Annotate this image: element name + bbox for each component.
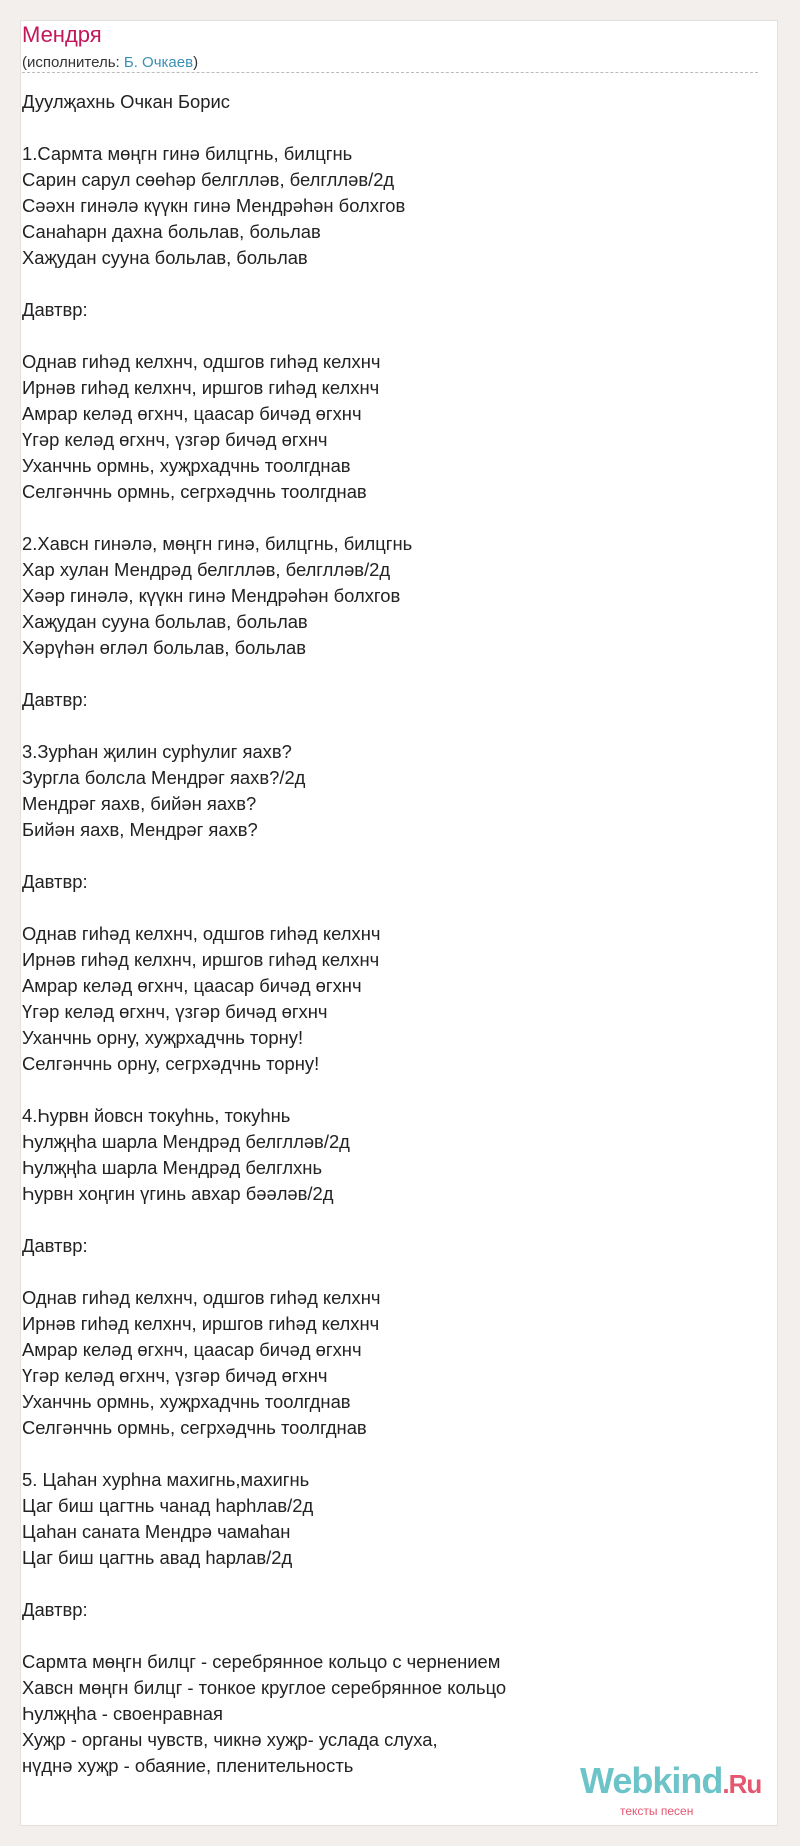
lyric-line: Сармта мөңгн билцг - серебрянное кольцо с чернением: [22, 1651, 501, 1672]
lyric-line: 5. Цаһан хурһна махигнь,махигнь: [22, 1469, 310, 1490]
lyric-line: Үгәр келәд өгхнч, үзгәр бичәд өгхнч: [22, 1001, 328, 1022]
lyric-line: Зургла болсла Мендрәг яахв?/2д: [22, 767, 306, 788]
lyric-line: Уханчнь орну, хуҗрхадчнь торну!: [22, 1027, 304, 1048]
lyric-line: Давтвр:: [22, 689, 88, 710]
lyric-blank-line: [22, 1077, 742, 1103]
artist-suffix: ): [193, 54, 199, 71]
lyric-line: Ирнәв гиһәд келхнч, иршгов гиһәд келхнч: [22, 1313, 380, 1334]
artist-prefix: (исполнитель:: [22, 54, 124, 71]
lyric-line: Һурвн хоңгин үгинь авхар бәәләв/2д: [22, 1183, 334, 1204]
lyric-blank-line: [22, 505, 742, 531]
lyric-line: Ирнәв гиһәд келхнч, иршгов гиһәд келхнч: [22, 377, 380, 398]
logo-wordmark: [580, 1760, 761, 1802]
lyric-line: Хаҗудан сууна больлав, больлав: [22, 611, 308, 632]
title-divider: [22, 72, 758, 73]
lyric-line: Ирнәв гиһәд келхнч, иршгов гиһәд келхнч: [22, 949, 380, 970]
lyric-line: Давтвр:: [22, 871, 88, 892]
lyric-blank-line: [22, 1207, 742, 1233]
lyric-line: Амрар келәд өгхнч, цаасар бичәд өгхнч: [22, 975, 362, 996]
lyric-line: Сәәхн гинәлә күүкн гинә Мендрәһән болхгов: [22, 195, 406, 216]
lyric-line: 4.Һурвн йовсн токуһнь, токуһнь: [22, 1105, 291, 1126]
lyric-line: Сарин сарул сөөһәр белглләв, белглләв/2д: [22, 169, 395, 190]
lyric-line: Бийән яахв, Мендрәг яахв?: [22, 819, 258, 840]
artist-link[interactable]: Б. Очкаев: [123, 54, 194, 71]
lyric-line: Амрар келәд өгхнч, цаасар бичәд өгхнч: [22, 1339, 362, 1360]
lyric-line: Үгәр келәд өгхнч, үзгәр бичәд өгхнч: [22, 1365, 328, 1386]
song-title: Мендря: [22, 22, 102, 47]
lyric-line: Однав гиһәд келхнч, одшгов гиһәд келхнч: [22, 923, 381, 944]
lyric-blank-line: [22, 115, 742, 141]
lyric-blank-line: [22, 1623, 742, 1649]
lyric-line: Цаг биш цагтнь авад һарлав/2д: [22, 1547, 293, 1568]
site-logo: [580, 1760, 770, 1830]
lyric-line: Һулҗңһа шарла Мендрәд белглләв/2д: [22, 1131, 350, 1152]
lyric-blank-line: [22, 271, 742, 297]
lyric-blank-line: [22, 713, 742, 739]
lyric-blank-line: [22, 895, 742, 921]
lyric-line: Мендрәг яахв, бийән яахв?: [22, 793, 257, 814]
artist-line: [22, 54, 198, 71]
lyric-line: Хавсн мөңгн билцг - тонкое круглое серебрянное кольцо: [22, 1677, 507, 1698]
lyric-blank-line: [22, 661, 742, 687]
lyric-blank-line: [22, 1571, 742, 1597]
lyric-line: Уханчнь ормнь, хуҗрхадчнь тоолгднав: [22, 1391, 351, 1412]
lyric-line: Селгәнчнь ормнь, сегрхәдчнь тоолгднав: [22, 481, 367, 502]
lyric-line: Һулҗңһа - своенравная: [22, 1703, 223, 1724]
logo-tld: .Ru: [722, 1769, 762, 1799]
lyric-line: Хар хулан Мендрәд белглләв, белглләв/2д: [22, 559, 391, 580]
lyric-line: Селгәнчнь орну, сегрхәдчнь торну!: [22, 1053, 320, 1074]
lyric-line: Хәрүһән өгләл больлав, больлав: [22, 637, 306, 658]
lyric-blank-line: [22, 323, 742, 349]
lyric-blank-line: [22, 1259, 742, 1285]
lyric-line: Однав гиһәд келхнч, одшгов гиһәд келхнч: [22, 1287, 381, 1308]
lyric-line: Цаһан саната Мендрә чамаһан: [22, 1521, 291, 1542]
lyric-line: Амрар келәд өгхнч, цаасар бичәд өгхнч: [22, 403, 362, 424]
lyric-line: Давтвр:: [22, 299, 88, 320]
logo-brand: Webkind: [580, 1760, 723, 1801]
lyric-line: Һулҗңһа шарла Мендрәд белглхнь: [22, 1157, 323, 1178]
lyric-line: нүднә хуҗр - обаяние, пленительность: [22, 1755, 354, 1776]
lyric-line: Хуҗр - органы чувств, чикнә хуҗр- услада слуха,: [22, 1729, 438, 1750]
lyrics-text: [22, 89, 742, 1779]
lyric-line: Дуулҗахнь Очкан Борис: [22, 91, 230, 112]
lyric-line: Давтвр:: [22, 1599, 88, 1620]
lyric-line: Селгәнчнь ормнь, сегрхәдчнь тоолгднав: [22, 1417, 367, 1438]
lyric-line: Давтвр:: [22, 1235, 88, 1256]
lyric-line: Уханчнь ормнь, хуҗрхадчнь тоолгднав: [22, 455, 351, 476]
lyric-line: Хаҗудан сууна больлав, больлав: [22, 247, 308, 268]
lyric-line: Цаг биш цагтнь чанад һарһлав/2д: [22, 1495, 314, 1516]
lyric-blank-line: [22, 1441, 742, 1467]
lyric-line: Санаһарн дахна больлав, больлав: [22, 221, 321, 242]
lyric-line: 2.Хавсн гинәлә, мөңгн гинә, билцгнь, билцгнь: [22, 533, 413, 554]
lyric-line: 3.Зурһан җилин сурһулиг яахв?: [22, 741, 292, 762]
logo-tagline: тексты песен: [620, 1804, 694, 1818]
lyric-line: Хәәр гинәлә, күүкн гинә Мендрәһән болхгов: [22, 585, 401, 606]
lyric-line: Однав гиһәд келхнч, одшгов гиһәд келхнч: [22, 351, 381, 372]
lyric-line: 1.Сармта мөңгн гинә билцгнь, билцгнь: [22, 143, 353, 164]
lyric-blank-line: [22, 843, 742, 869]
lyric-line: Үгәр келәд өгхнч, үзгәр бичәд өгхнч: [22, 429, 328, 450]
